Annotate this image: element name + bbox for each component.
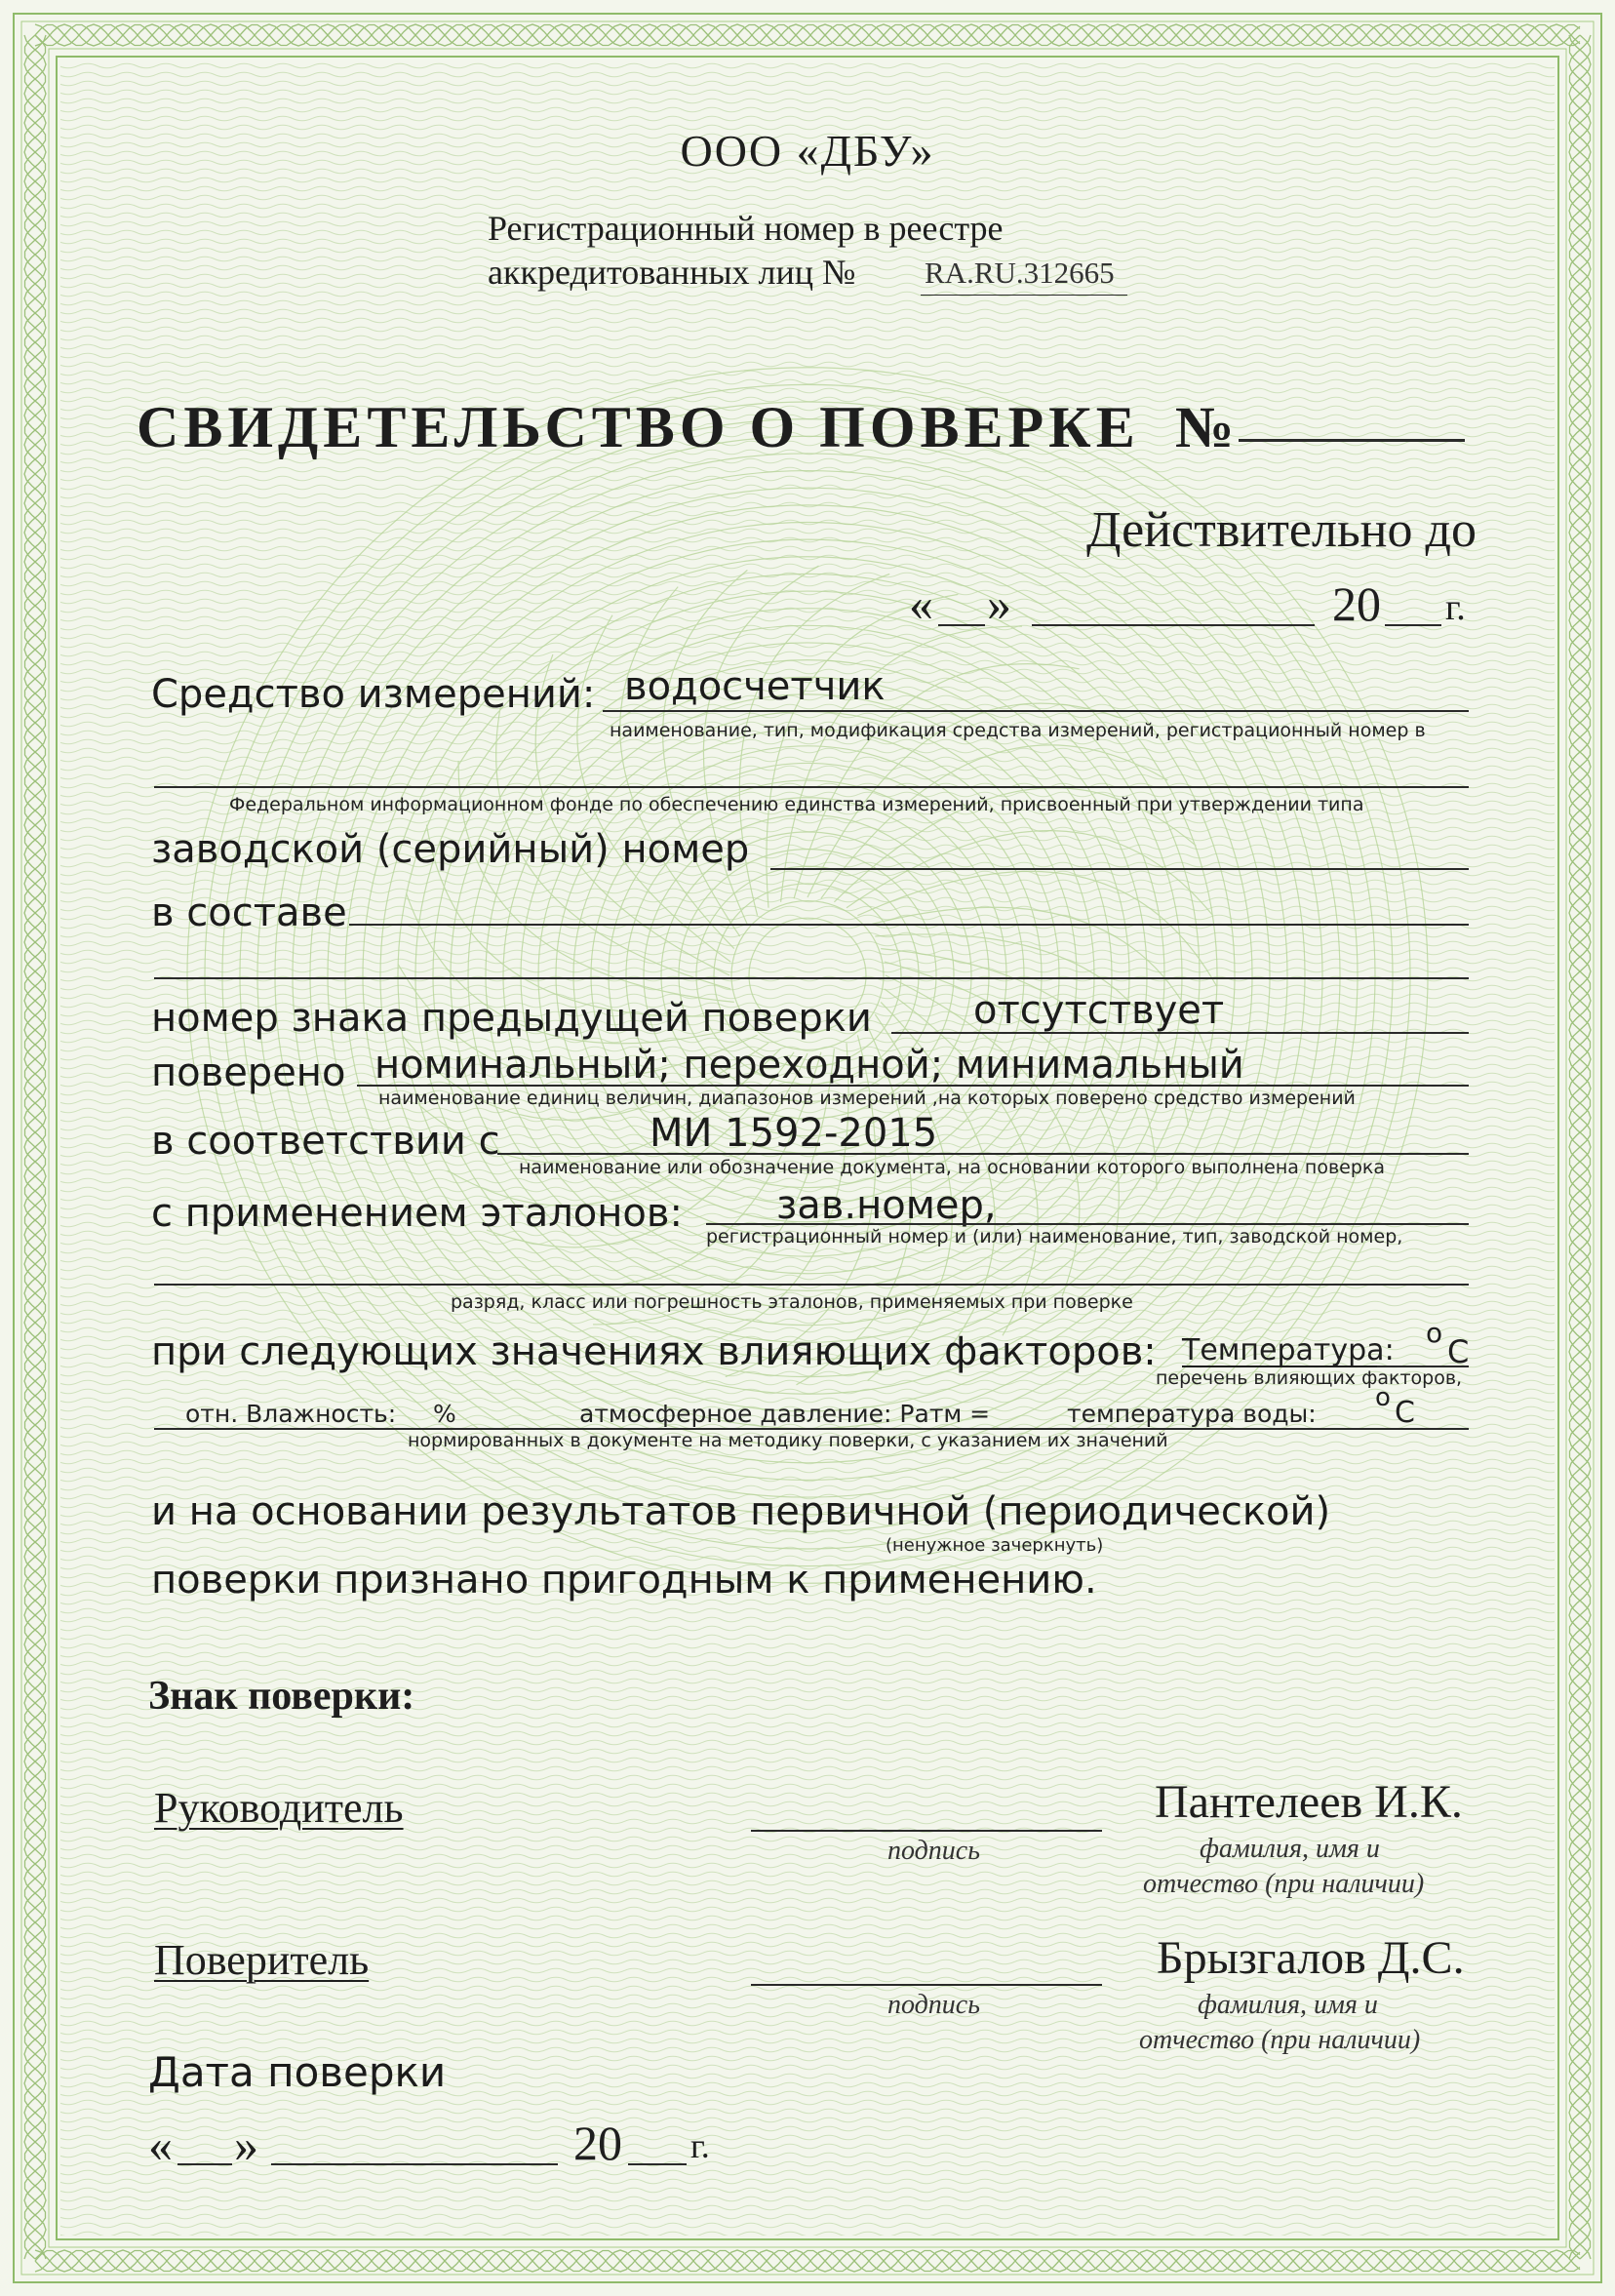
standards-label: с применением эталонов: — [151, 1191, 683, 1236]
verifier-name: Брызгалов Д.С. — [1157, 1932, 1465, 1984]
certificate-title: СВИДЕТЕЛЬСТВО О ПОВЕРКЕ — [137, 395, 1140, 459]
verified-label: поверено — [151, 1050, 346, 1095]
serial-number-field[interactable] — [770, 868, 1469, 870]
previous-mark-line — [891, 1032, 1469, 1034]
accordance-line — [497, 1153, 1469, 1155]
head-name-caption-1: фамилия, имя и — [1200, 1834, 1380, 1864]
head-role: Руководитель — [154, 1784, 404, 1832]
date-year-prefix: 20 — [573, 2116, 622, 2170]
standards-caption-1: регистрационный номер и (или) наименование, тип, заводской номер, — [706, 1226, 1403, 1247]
date-year-suffix: г. — [690, 2126, 710, 2165]
factors-caption-2: нормированных в документе на методику поверки, с указанием их значений — [408, 1430, 1168, 1451]
registry-number-line — [921, 295, 1127, 296]
temperature-label: Температура: — [1182, 1333, 1395, 1367]
conclusion-note: (ненужное зачеркнуть) — [886, 1535, 1104, 1556]
valid-until-quote-close: » — [987, 576, 1011, 631]
head-signature-field[interactable] — [751, 1830, 1102, 1832]
conclusion-line-2: поверки признано пригодным к применению. — [151, 1558, 1097, 1603]
registry-line-1: Регистрационный номер в реестре — [488, 209, 1004, 248]
verified-line — [357, 1085, 1469, 1087]
verifier-role: Поверитель — [154, 1936, 370, 1984]
certificate-number-sign: № — [1175, 395, 1235, 459]
date-day-field[interactable] — [177, 2163, 232, 2165]
instrument-label: Средство измерений: — [151, 672, 596, 717]
verification-mark-label: Знак поверки: — [148, 1674, 415, 1719]
composition-field-2[interactable] — [154, 977, 1469, 979]
standards-caption-2: разряд, класс или погрешность эталонов, применяемых при поверке — [451, 1291, 1133, 1313]
registry-number: RA.RU.312665 — [925, 256, 1115, 290]
verifier-signature-caption: подпись — [887, 1990, 980, 2020]
standards-line-2 — [154, 1284, 1469, 1286]
valid-until-year-suffix: г. — [1445, 587, 1466, 628]
head-name-caption-2: отчество (при наличии) — [1143, 1869, 1425, 1899]
verifier-name-caption-2: отчество (при наличии) — [1139, 2025, 1421, 2055]
date-year-field[interactable] — [628, 2163, 687, 2165]
verifier-signature-field[interactable] — [751, 1984, 1102, 1986]
instrument-caption-1: наименование, тип, модификация средства измерений, регистрационный номер в — [610, 720, 1426, 741]
verification-date-label: Дата поверки — [148, 2048, 447, 2096]
humidity-unit: % — [433, 1400, 456, 1428]
verifier-name-caption-1: фамилия, имя и — [1198, 1990, 1378, 2020]
head-signature-caption: подпись — [887, 1836, 980, 1866]
instrument-line-2 — [154, 786, 1469, 788]
standards-value[interactable]: зав.номер, — [776, 1183, 997, 1228]
valid-until-month-field[interactable] — [1032, 624, 1315, 626]
valid-until-day-field[interactable] — [938, 624, 985, 626]
factors-label: при следующих значениях влияющих факторов: — [151, 1329, 1157, 1374]
water-temperature-label: температура воды: — [1067, 1400, 1317, 1428]
accordance-label: в соответствии с — [151, 1119, 500, 1164]
pressure-label: атмосферное давление: Pатм = — [579, 1400, 991, 1428]
accordance-value[interactable]: МИ 1592-2015 — [650, 1111, 938, 1156]
previous-mark-value[interactable]: отсутствует — [973, 988, 1225, 1033]
instrument-line — [603, 710, 1469, 712]
water-temperature-unit-superscript: о — [1375, 1383, 1391, 1412]
instrument-caption-2: Федеральном информационном фонде по обеспечению единства измерений, присвоенный при утверждении типа — [229, 794, 1364, 815]
factors-caption-1: перечень влияющих факторов, — [1156, 1367, 1463, 1389]
certificate-number-field[interactable] — [1239, 439, 1465, 442]
composition-field[interactable] — [349, 924, 1469, 926]
valid-until-year-field[interactable] — [1385, 624, 1441, 626]
registry-line-2: аккредитованных лиц № — [488, 253, 856, 292]
date-quote-close: » — [234, 2118, 258, 2172]
valid-until-quote-open: « — [909, 576, 933, 631]
standards-line — [706, 1223, 1469, 1225]
valid-until-year-prefix: 20 — [1332, 576, 1381, 631]
head-name: Пантелеев И.К. — [1155, 1776, 1463, 1828]
date-quote-open: « — [148, 2118, 173, 2172]
water-temperature-unit: С — [1395, 1396, 1415, 1430]
valid-until-label: Действительно до — [1086, 502, 1477, 558]
verified-caption: наименование единиц величин, диапазонов измерений ,на которых поверено средство измерений — [378, 1088, 1356, 1109]
accordance-caption: наименование или обозначение документа, на основании которого выполнена поверка — [519, 1157, 1386, 1178]
humidity-label: отн. Влажность: — [185, 1400, 397, 1428]
date-month-field[interactable] — [271, 2163, 558, 2165]
instrument-value[interactable]: водосчетчик — [624, 664, 886, 709]
temperature-unit-superscript: о — [1426, 1317, 1443, 1349]
composition-label: в составе — [151, 891, 347, 935]
serial-number-label: заводской (серийный) номер — [151, 827, 750, 872]
organization-name: ООО «ДБУ» — [680, 126, 935, 176]
verified-value[interactable]: номинальный; переходной; минимальный — [374, 1043, 1244, 1088]
temperature-unit: С — [1447, 1333, 1470, 1370]
conclusion-line-1: и на основании результатов первичной (периодической) — [151, 1489, 1331, 1534]
previous-mark-label: номер знака предыдущей поверки — [151, 996, 872, 1041]
